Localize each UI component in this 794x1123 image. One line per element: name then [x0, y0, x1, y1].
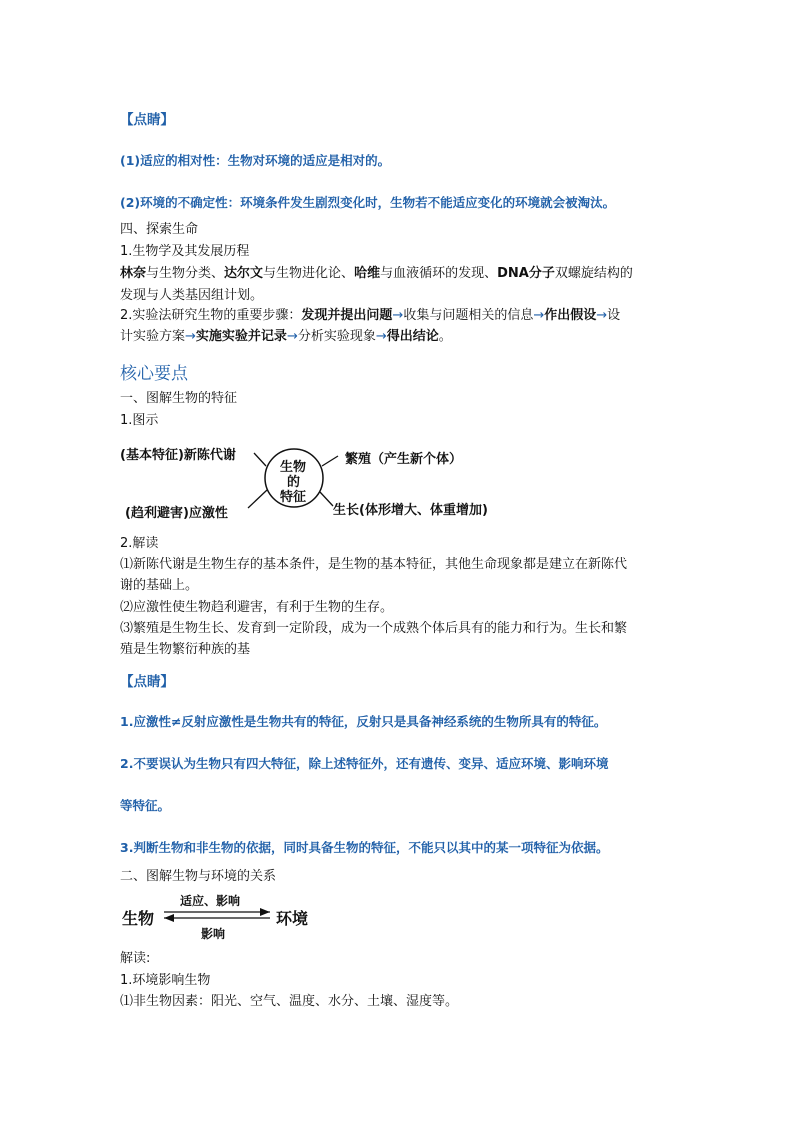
- tip-line: 3.判断生物和非生物的依据，同时具备生物的特征，不能只以其中的某一项特征为依据。: [120, 840, 609, 855]
- section-heading: 四、探索生命: [120, 222, 199, 237]
- text-run: 与生物进化论、: [263, 266, 355, 281]
- arrow-right-head: [260, 908, 270, 916]
- text-run: 与生物分类、: [146, 266, 225, 281]
- interp-title: 2.解读: [120, 536, 159, 551]
- figure-label: 1.图示: [120, 413, 159, 428]
- arrow-left-head: [164, 914, 174, 922]
- step-5: 实施实验并记录: [195, 329, 287, 344]
- step-2: 收集与问题相关的信息: [403, 308, 534, 323]
- arrow-icon: →: [596, 308, 608, 323]
- tip-line: 等特征。: [120, 798, 171, 813]
- arrow-label-top: 适应、影响: [180, 894, 241, 908]
- tip-label: 【点睛】: [120, 674, 174, 690]
- part2-sub1: 1.环境影响生物: [120, 973, 211, 988]
- tip-line: (2)环境的不确定性：环境条件发生剧烈变化时，生物若不能适应变化的环境就会被淘汰。: [120, 195, 616, 210]
- arrow-label-bottom: 影响: [201, 927, 226, 941]
- interp-line: ⑶繁殖是生物生长、发育到一定阶段，成为一个成熟个体后具有的能力和行为。生长和繁: [120, 621, 628, 636]
- item-title: 1.生物学及其发展历程: [120, 244, 250, 259]
- center-label: 的: [287, 475, 301, 490]
- step-3: 作出假设: [544, 308, 597, 323]
- arrow-icon: →: [392, 308, 404, 323]
- arrow-icon: →: [185, 329, 196, 344]
- step-4b: 计实验方案: [120, 329, 186, 344]
- tip-label: 【点睛】: [120, 112, 174, 128]
- tip-line: 2.不要误认为生物只有四大特征，除上述特征外，还有遗传、变异、适应环境、影响环境: [120, 756, 609, 771]
- step-6: 分析实验现象: [297, 329, 376, 344]
- interp-line: 殖是生物繁衍种族的基: [120, 642, 251, 657]
- text-run: 双螺旋结构的: [554, 266, 633, 281]
- feature-irritability: (趋利避害)应激性: [125, 506, 228, 521]
- core-heading: 核心要点: [120, 364, 188, 384]
- tip-line: 1.应激性≠反射应激性是生物共有的特征，反射只是具备神经系统的生物所具有的特征。: [120, 714, 607, 729]
- feature-metabolism: (基本特征)新陈代谢: [120, 448, 236, 463]
- center-label: 特征: [280, 490, 307, 505]
- name-harvey: 哈维: [354, 266, 381, 281]
- feature-reproduction: 繁殖（产生新个体）: [345, 452, 463, 467]
- tip-line: (1)适应的相对性：生物对环境的适应是相对的。: [120, 153, 391, 168]
- step-1: 发现并提出问题: [301, 308, 393, 323]
- part2-title: 二、图解生物与环境的关系: [120, 869, 277, 884]
- center-label: 生物: [280, 460, 307, 475]
- part2-sub1-item: ⑴非生物因素：阳光、空气、温度、水分、土壤、湿度等。: [120, 994, 459, 1009]
- feature-growth: 生长(体形增大、体重增加): [333, 503, 488, 518]
- part1-title: 一、图解生物的特征: [120, 391, 238, 406]
- text-run: 2.实验法研究生物的重要步骤：: [120, 308, 302, 323]
- arrow-icon: →: [375, 329, 387, 344]
- name-linnaeus: 林奈: [120, 266, 147, 281]
- history-line2: 发现与人类基因组计划。: [120, 288, 264, 303]
- arrow-icon: →: [533, 308, 545, 323]
- node-environment: 环境: [276, 909, 309, 928]
- text-run: 。: [438, 329, 452, 344]
- text-run: 与血液循环的发现、: [380, 266, 498, 281]
- interp-line: 谢的基础上。: [120, 578, 199, 593]
- interp-line: ⑴新陈代谢是生物生存的基本条件，是生物的基本特征，其他生命现象都是建立在新陈代: [120, 557, 628, 572]
- step-4a: 设: [607, 308, 621, 323]
- step-7: 得出结论: [386, 329, 439, 344]
- term-dna: DNA分子: [497, 266, 555, 281]
- interp-line: ⑵应激性使生物趋利避害，有利于生物的生存。: [120, 600, 394, 615]
- node-organism: 生物: [122, 909, 155, 928]
- part2-interp-title: 解读:: [120, 951, 151, 966]
- arrow-icon: →: [286, 329, 298, 344]
- name-darwin: 达尔文: [224, 266, 264, 281]
